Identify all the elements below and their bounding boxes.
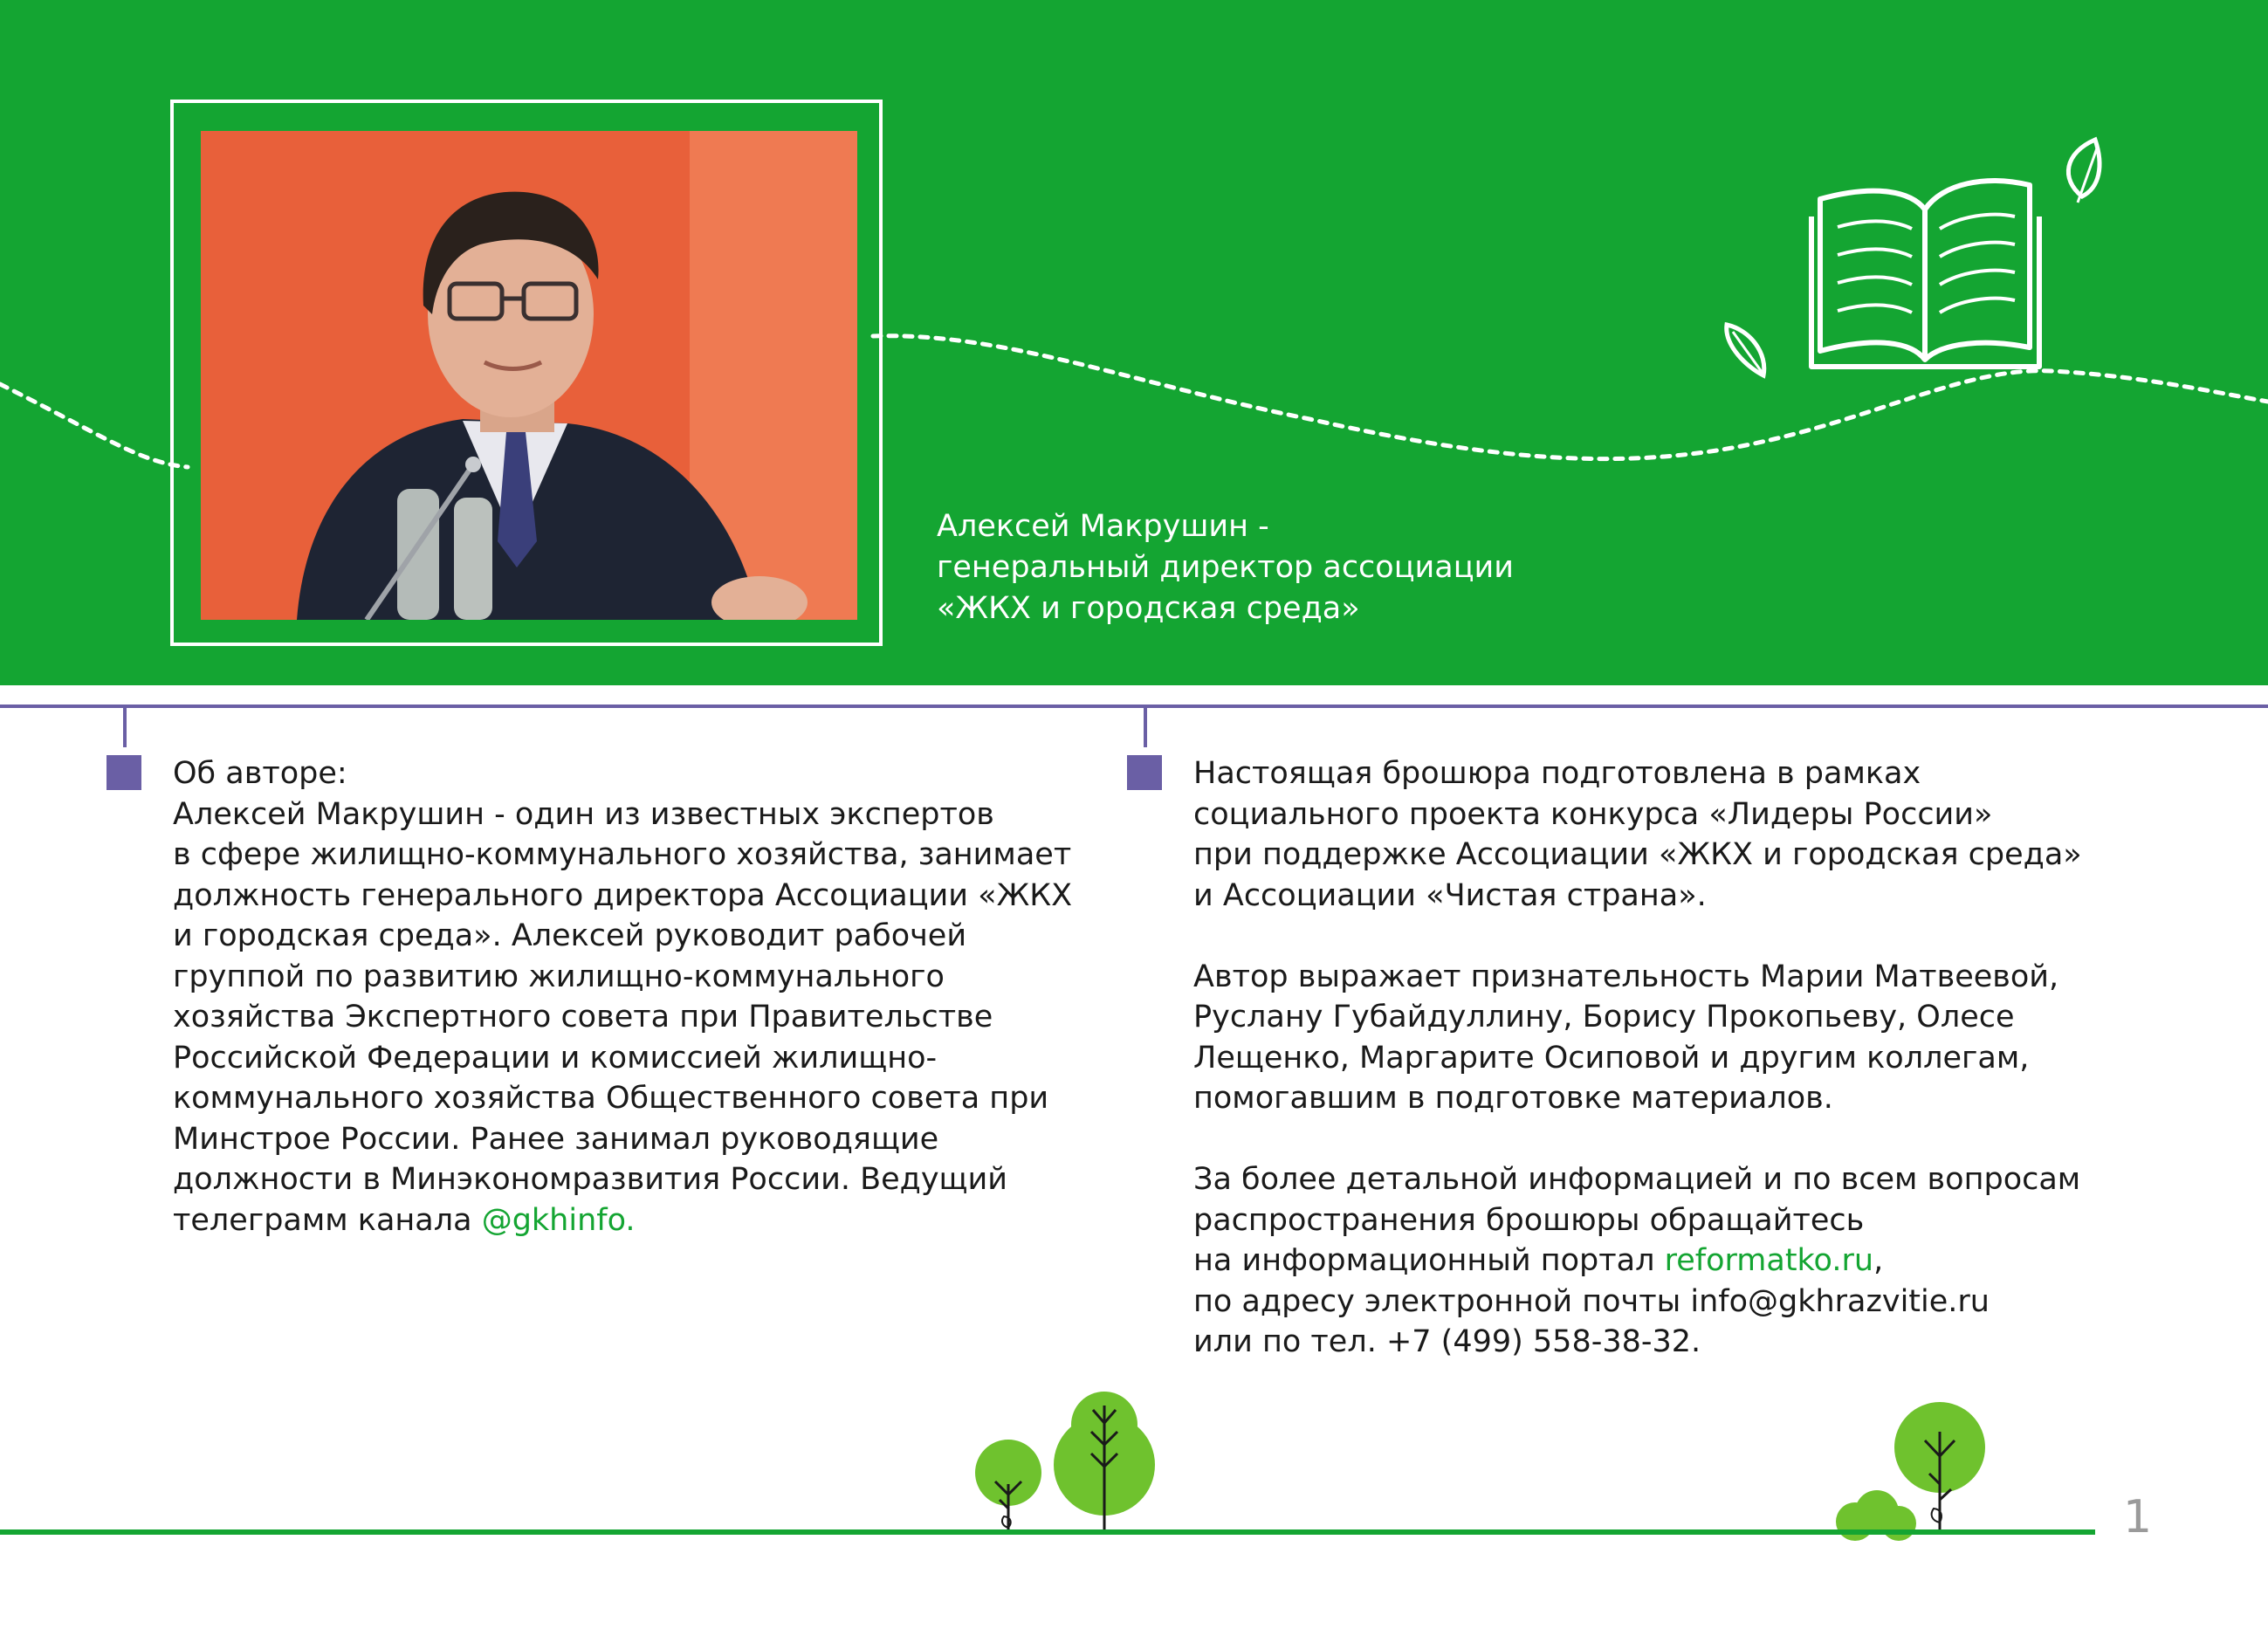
caption-organization: «ЖКХ и городская среда» [937, 591, 1360, 626]
about-heading: Об авторе: [173, 756, 347, 791]
text-line: в сфере жилищно-коммунального хозяйства, занимает [173, 837, 1072, 872]
text-line: Автор выражает признательность Марии Матвеевой, [1193, 959, 2059, 994]
text-line: хозяйства Экспертного совета при Правительстве [173, 1000, 993, 1034]
text-line: Руслану Губайдуллину, Борису Прокопьеву, Олесе [1193, 1000, 2015, 1034]
telegram-link[interactable]: @gkhinfo. [481, 1202, 636, 1238]
text-line: должность генерального директора Ассоциации «ЖКХ [173, 877, 1073, 913]
portal-link[interactable]: reformatko.ru [1664, 1243, 1874, 1278]
text-line: За более детальной информацией и по всем вопросам [1193, 1162, 2081, 1197]
text-line: Российской Федерации и комиссией жилищно- [173, 1040, 938, 1076]
text-line: должности в Минэкономразвития России. Ведущий [173, 1162, 1007, 1197]
text-line: коммунального хозяйства Общественного совета при [173, 1081, 1049, 1116]
portal-prefix: на информационный портал [1193, 1243, 1665, 1278]
text-line: Алексей Макрушин - один из известных экспертов [173, 796, 994, 832]
telegram-prefix: телеграмм канала [173, 1202, 482, 1238]
ground-line [0, 1529, 2095, 1535]
text-line: помогавшим в подготовке материалов. [1193, 1081, 1833, 1116]
text-line: группой по развитию жилищно-коммунального [173, 959, 945, 994]
caption-name: Алексей Макрушин - [937, 509, 1269, 544]
text-line: при поддержке Ассоциации «ЖКХ и городская среда» [1193, 837, 2082, 872]
page-number: 1 [2123, 1491, 2153, 1543]
email-line[interactable]: по адресу электронной почты info@gkhrazvitie.ru [1193, 1283, 1990, 1319]
text-line: Лещенко, Маргарите Осиповой и другим коллегам, [1193, 1040, 2030, 1076]
text-line: социального проекта конкурса «Лидеры России» [1193, 796, 1993, 832]
tree-icon [975, 1440, 1041, 1529]
text-line: распространения брошюры обращайтесь [1193, 1202, 1865, 1238]
tree-icon [1054, 1392, 1155, 1535]
text-line: Настоящая брошюра подготовлена в рамках [1193, 756, 1921, 791]
text-line: и Ассоциации «Чистая страна». [1193, 877, 1707, 913]
text-line: и городская среда». Алексей руководит рабочей [173, 918, 967, 953]
text-line: Минстрое России. Ранее занимал руководящие [173, 1121, 939, 1157]
portal-suffix: , [1873, 1243, 1884, 1278]
caption-role: генеральный директор ассоциации [937, 550, 1515, 585]
phone-line[interactable]: или по тел. +7 (499) 558-38-32. [1193, 1324, 1701, 1359]
